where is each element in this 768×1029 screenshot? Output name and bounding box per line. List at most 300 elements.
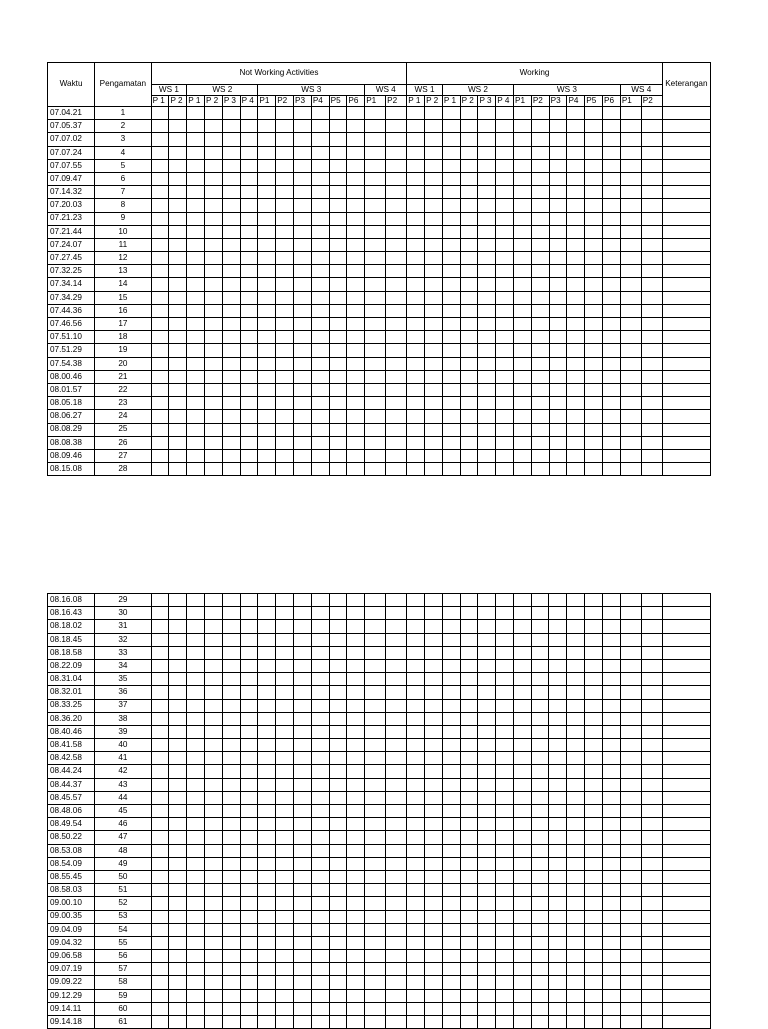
empty-cell [329, 410, 347, 423]
empty-cell [478, 159, 496, 172]
table-row [48, 318, 711, 331]
empty-cell [425, 397, 443, 410]
empty-cell [187, 238, 205, 251]
waktu-cell: 08.18.45 [48, 633, 95, 646]
empty-cell [620, 673, 641, 686]
empty-cell [496, 831, 514, 844]
empty-cell [311, 712, 329, 725]
empty-cell [585, 686, 603, 699]
pengamatan-cell: 3 [95, 133, 152, 146]
empty-cell [641, 225, 662, 238]
empty-cell [442, 923, 460, 936]
empty-cell [585, 778, 603, 791]
empty-cell [240, 923, 258, 936]
empty-cell [620, 870, 641, 883]
empty-cell [513, 725, 531, 738]
table-row [48, 291, 711, 304]
empty-cell [205, 607, 223, 620]
empty-cell [222, 791, 240, 804]
empty-cell [425, 252, 443, 265]
empty-cell [531, 238, 549, 251]
empty-cell [442, 646, 460, 659]
empty-cell [386, 172, 407, 185]
empty-cell [442, 870, 460, 883]
table-row [48, 594, 711, 607]
empty-cell [585, 436, 603, 449]
nw-person-header: P 2 [169, 96, 187, 107]
empty-cell [425, 186, 443, 199]
empty-cell [424, 633, 442, 646]
empty-cell [620, 976, 641, 989]
empty-cell [662, 291, 710, 304]
empty-cell [478, 304, 496, 317]
empty-cell [514, 357, 532, 370]
empty-cell [460, 910, 478, 923]
empty-cell [294, 686, 312, 699]
empty-cell [549, 897, 567, 910]
empty-cell [151, 870, 169, 883]
empty-cell [347, 133, 365, 146]
empty-cell [222, 344, 240, 357]
empty-cell [311, 278, 329, 291]
empty-cell [662, 172, 710, 185]
empty-cell [294, 238, 312, 251]
empty-cell [222, 199, 240, 212]
empty-cell [460, 686, 478, 699]
empty-cell [662, 331, 710, 344]
empty-cell [151, 884, 169, 897]
empty-cell [567, 976, 585, 989]
empty-cell [222, 225, 240, 238]
empty-cell [424, 805, 442, 818]
empty-cell [585, 199, 603, 212]
empty-cell [205, 120, 223, 133]
waktu-cell: 09.12.29 [48, 989, 95, 1002]
empty-cell [276, 725, 294, 738]
empty-cell [641, 712, 662, 725]
empty-cell [424, 1002, 442, 1015]
table-row [48, 725, 711, 738]
empty-cell [567, 910, 585, 923]
empty-cell [460, 370, 478, 383]
empty-cell [294, 120, 312, 133]
empty-cell [603, 357, 621, 370]
empty-cell [240, 910, 258, 923]
empty-cell [442, 344, 460, 357]
empty-cell [187, 884, 205, 897]
empty-cell [222, 423, 240, 436]
empty-cell [567, 397, 585, 410]
empty-cell [407, 831, 425, 844]
empty-cell [276, 633, 294, 646]
empty-cell [276, 304, 294, 317]
empty-cell [347, 199, 365, 212]
waktu-cell: 07.07.55 [48, 159, 95, 172]
empty-cell [187, 673, 205, 686]
empty-cell [240, 265, 258, 278]
empty-cell [276, 278, 294, 291]
empty-cell [151, 923, 169, 936]
empty-cell [187, 146, 205, 159]
table-row [48, 331, 711, 344]
empty-cell [258, 673, 276, 686]
empty-cell [386, 423, 407, 436]
empty-cell [258, 370, 276, 383]
empty-cell [602, 673, 620, 686]
empty-cell [151, 989, 169, 1002]
empty-cell [294, 884, 312, 897]
empty-cell [187, 765, 205, 778]
empty-cell [549, 725, 567, 738]
table-row [48, 159, 711, 172]
empty-cell [662, 1016, 710, 1029]
empty-cell [585, 673, 603, 686]
empty-cell [496, 172, 514, 185]
empty-cell [567, 463, 585, 476]
empty-cell [620, 199, 641, 212]
empty-cell [531, 212, 549, 225]
empty-cell [365, 265, 386, 278]
empty-cell [311, 805, 329, 818]
empty-cell [276, 212, 294, 225]
empty-cell [442, 265, 460, 278]
empty-cell [460, 133, 478, 146]
empty-cell [276, 673, 294, 686]
empty-cell [549, 199, 567, 212]
empty-cell [365, 304, 386, 317]
nw-person-header: P 3 [222, 96, 240, 107]
empty-cell [151, 265, 169, 278]
empty-cell [531, 646, 549, 659]
empty-cell [585, 950, 603, 963]
empty-cell [169, 857, 187, 870]
empty-cell [603, 133, 621, 146]
empty-cell [329, 278, 347, 291]
empty-cell [151, 831, 169, 844]
empty-cell [329, 449, 347, 462]
empty-cell [205, 633, 223, 646]
empty-cell [549, 950, 567, 963]
empty-cell [347, 870, 365, 883]
empty-cell [442, 857, 460, 870]
empty-cell [187, 633, 205, 646]
empty-cell [442, 370, 460, 383]
empty-cell [662, 607, 710, 620]
empty-cell [365, 831, 386, 844]
empty-cell [602, 831, 620, 844]
empty-cell [549, 923, 567, 936]
waktu-cell: 08.54.09 [48, 857, 95, 870]
empty-cell [442, 252, 460, 265]
empty-cell [662, 238, 710, 251]
empty-cell [567, 686, 585, 699]
empty-cell [240, 950, 258, 963]
empty-cell [620, 133, 641, 146]
empty-cell [276, 423, 294, 436]
empty-cell [151, 765, 169, 778]
empty-cell [620, 805, 641, 818]
empty-cell [424, 607, 442, 620]
empty-cell [240, 607, 258, 620]
empty-cell [222, 331, 240, 344]
empty-cell [347, 449, 365, 462]
empty-cell [294, 831, 312, 844]
table-row [48, 989, 711, 1002]
empty-cell [222, 594, 240, 607]
empty-cell [514, 225, 532, 238]
empty-cell [442, 725, 460, 738]
empty-cell [602, 884, 620, 897]
empty-cell [365, 594, 386, 607]
empty-cell [240, 712, 258, 725]
empty-cell [514, 449, 532, 462]
empty-cell [347, 686, 365, 699]
nw-person-header: P3 [294, 96, 312, 107]
empty-cell [641, 950, 662, 963]
waktu-cell: 08.32.01 [48, 686, 95, 699]
empty-cell [205, 252, 223, 265]
empty-cell [311, 686, 329, 699]
empty-cell [424, 884, 442, 897]
empty-cell [602, 1002, 620, 1015]
empty-cell [603, 107, 621, 120]
empty-cell [311, 884, 329, 897]
empty-cell [585, 976, 603, 989]
empty-cell [407, 449, 425, 462]
empty-cell [386, 370, 407, 383]
waktu-cell: 08.00.46 [48, 370, 95, 383]
empty-cell [424, 936, 442, 949]
empty-cell [187, 607, 205, 620]
empty-cell [365, 133, 386, 146]
empty-cell [258, 383, 276, 396]
empty-cell [585, 159, 603, 172]
empty-cell [442, 212, 460, 225]
empty-cell [549, 291, 567, 304]
empty-cell [620, 397, 641, 410]
empty-cell [425, 199, 443, 212]
empty-cell [276, 950, 294, 963]
w-person-header: P 4 [496, 96, 514, 107]
pengamatan-cell: 14 [95, 278, 152, 291]
empty-cell [549, 278, 567, 291]
empty-cell [347, 818, 365, 831]
empty-cell [496, 936, 514, 949]
empty-cell [347, 172, 365, 185]
empty-cell [478, 238, 496, 251]
empty-cell [460, 238, 478, 251]
empty-cell [365, 870, 386, 883]
empty-cell [513, 646, 531, 659]
empty-cell [407, 1002, 425, 1015]
empty-cell [531, 686, 549, 699]
empty-cell [620, 686, 641, 699]
empty-cell [240, 344, 258, 357]
empty-cell [567, 712, 585, 725]
empty-cell [424, 778, 442, 791]
empty-cell [549, 238, 567, 251]
empty-cell [151, 225, 169, 238]
empty-cell [442, 910, 460, 923]
empty-cell [585, 265, 603, 278]
empty-cell [425, 133, 443, 146]
waktu-cell: 09.00.35 [48, 910, 95, 923]
waktu-cell: 07.34.14 [48, 278, 95, 291]
empty-cell [603, 278, 621, 291]
empty-cell [240, 633, 258, 646]
empty-cell [258, 1016, 276, 1029]
empty-cell [478, 699, 496, 712]
empty-cell [460, 397, 478, 410]
empty-cell [496, 897, 514, 910]
empty-cell [294, 963, 312, 976]
empty-cell [641, 238, 662, 251]
empty-cell [442, 950, 460, 963]
empty-cell [549, 699, 567, 712]
empty-cell [620, 463, 641, 476]
empty-cell [151, 936, 169, 949]
empty-cell [311, 739, 329, 752]
empty-cell [365, 357, 386, 370]
empty-cell [442, 1002, 460, 1015]
empty-cell [329, 1002, 347, 1015]
empty-cell [276, 976, 294, 989]
empty-cell [662, 383, 710, 396]
empty-cell [620, 594, 641, 607]
empty-cell [294, 1002, 312, 1015]
empty-cell [222, 463, 240, 476]
empty-cell [662, 976, 710, 989]
empty-cell [531, 159, 549, 172]
empty-cell [151, 686, 169, 699]
empty-cell [567, 212, 585, 225]
empty-cell [602, 659, 620, 672]
empty-cell [549, 607, 567, 620]
empty-cell [151, 646, 169, 659]
empty-cell [187, 844, 205, 857]
empty-cell [620, 291, 641, 304]
empty-cell [585, 818, 603, 831]
empty-cell [549, 159, 567, 172]
empty-cell [531, 397, 549, 410]
waktu-cell: 09.06.58 [48, 950, 95, 963]
empty-cell [585, 133, 603, 146]
empty-cell [151, 107, 169, 120]
empty-cell [567, 436, 585, 449]
waktu-cell: 07.05.37 [48, 120, 95, 133]
empty-cell [240, 252, 258, 265]
empty-cell [641, 752, 662, 765]
empty-cell [496, 989, 514, 1002]
empty-cell [222, 699, 240, 712]
empty-cell [329, 976, 347, 989]
empty-cell [620, 752, 641, 765]
empty-cell [641, 831, 662, 844]
empty-cell [603, 265, 621, 278]
empty-cell [531, 1016, 549, 1029]
empty-cell [585, 712, 603, 725]
empty-cell [258, 186, 276, 199]
empty-cell [187, 278, 205, 291]
empty-cell [311, 910, 329, 923]
empty-cell [442, 318, 460, 331]
empty-cell [222, 818, 240, 831]
empty-cell [386, 1002, 407, 1015]
empty-cell [662, 778, 710, 791]
empty-cell [425, 172, 443, 185]
empty-cell [329, 357, 347, 370]
empty-cell [514, 383, 532, 396]
empty-cell [496, 857, 514, 870]
empty-cell [602, 646, 620, 659]
empty-cell [425, 225, 443, 238]
empty-cell [531, 291, 549, 304]
empty-cell [311, 1016, 329, 1029]
empty-cell [386, 884, 407, 897]
empty-cell [240, 449, 258, 462]
empty-cell [329, 831, 347, 844]
empty-cell [386, 673, 407, 686]
empty-cell [311, 778, 329, 791]
empty-cell [585, 225, 603, 238]
empty-cell [585, 646, 603, 659]
empty-cell [276, 712, 294, 725]
empty-cell [365, 673, 386, 686]
empty-cell [205, 818, 223, 831]
empty-cell [276, 910, 294, 923]
empty-cell [365, 344, 386, 357]
empty-cell [276, 818, 294, 831]
empty-cell [478, 646, 496, 659]
empty-cell [294, 923, 312, 936]
empty-cell [205, 107, 223, 120]
empty-cell [329, 805, 347, 818]
empty-cell [407, 791, 425, 804]
empty-cell [311, 699, 329, 712]
table-row [48, 950, 711, 963]
empty-cell [567, 199, 585, 212]
waktu-cell: 08.55.45 [48, 870, 95, 883]
pengamatan-cell: 28 [95, 463, 152, 476]
empty-cell [478, 225, 496, 238]
empty-cell [620, 936, 641, 949]
empty-cell [311, 831, 329, 844]
empty-cell [169, 107, 187, 120]
empty-cell [407, 133, 425, 146]
empty-cell [365, 712, 386, 725]
empty-cell [311, 791, 329, 804]
empty-cell [460, 1002, 478, 1015]
empty-cell [662, 818, 710, 831]
empty-cell [240, 107, 258, 120]
empty-cell [662, 699, 710, 712]
empty-cell [567, 291, 585, 304]
empty-cell [311, 107, 329, 120]
empty-cell [276, 765, 294, 778]
empty-cell [276, 199, 294, 212]
empty-cell [222, 146, 240, 159]
empty-cell [187, 897, 205, 910]
w-person-header: P 1 [442, 96, 460, 107]
empty-cell [240, 423, 258, 436]
empty-cell [365, 186, 386, 199]
empty-cell [365, 844, 386, 857]
empty-cell [222, 318, 240, 331]
empty-cell [460, 870, 478, 883]
empty-cell [531, 344, 549, 357]
nw-person-header: P1 [258, 96, 276, 107]
table-row [48, 199, 711, 212]
